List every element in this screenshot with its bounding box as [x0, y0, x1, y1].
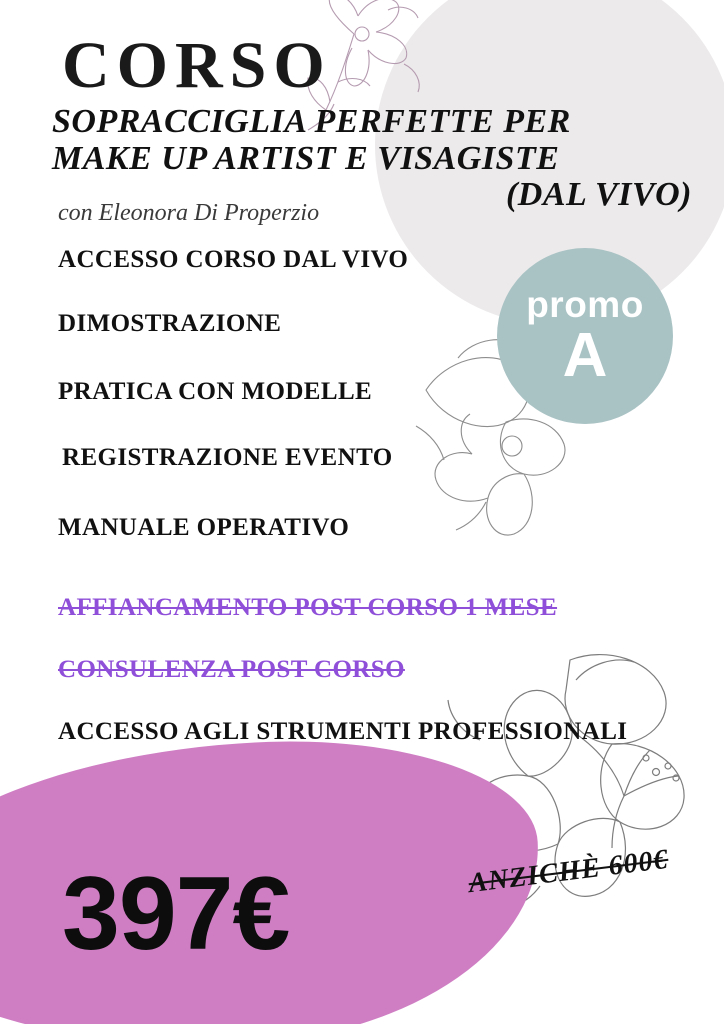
original-price: ANZICHÈ 600€ [466, 843, 671, 900]
feature-item: REGISTRAZIONE EVENTO [62, 444, 393, 471]
instructor-byline: con Eleonora Di Properzio [58, 200, 320, 226]
feature-item: MANUALE OPERATIVO [58, 514, 350, 541]
subtitle-line-3: (DAL VIVO) [505, 176, 692, 214]
feature-item: AFFIANCAMENTO POST CORSO 1 MESE [58, 594, 558, 621]
feature-item: ACCESSO CORSO DAL VIVO [58, 246, 409, 273]
promo-badge-word: promo [526, 283, 644, 325]
feature-item: PRATICA CON MODELLE [58, 378, 373, 405]
promo-badge-letter: A [562, 320, 608, 390]
page-title: CORSO [62, 29, 332, 102]
promo-badge [497, 248, 673, 424]
subtitle [52, 104, 720, 214]
subtitle-line-2: MAKE UP ARTIST E VISAGISTE [52, 139, 560, 177]
feature-item: ACCESSO AGLI STRUMENTI PROFESSIONALI [58, 718, 628, 745]
feature-item: CONSULENZA POST CORSO [58, 656, 405, 683]
subtitle-line-1: SOPRACCIGLIA PERFETTE PER [52, 103, 571, 140]
feature-item: DIMOSTRAZIONE [58, 310, 282, 337]
price-amount: 397€ [62, 856, 290, 972]
